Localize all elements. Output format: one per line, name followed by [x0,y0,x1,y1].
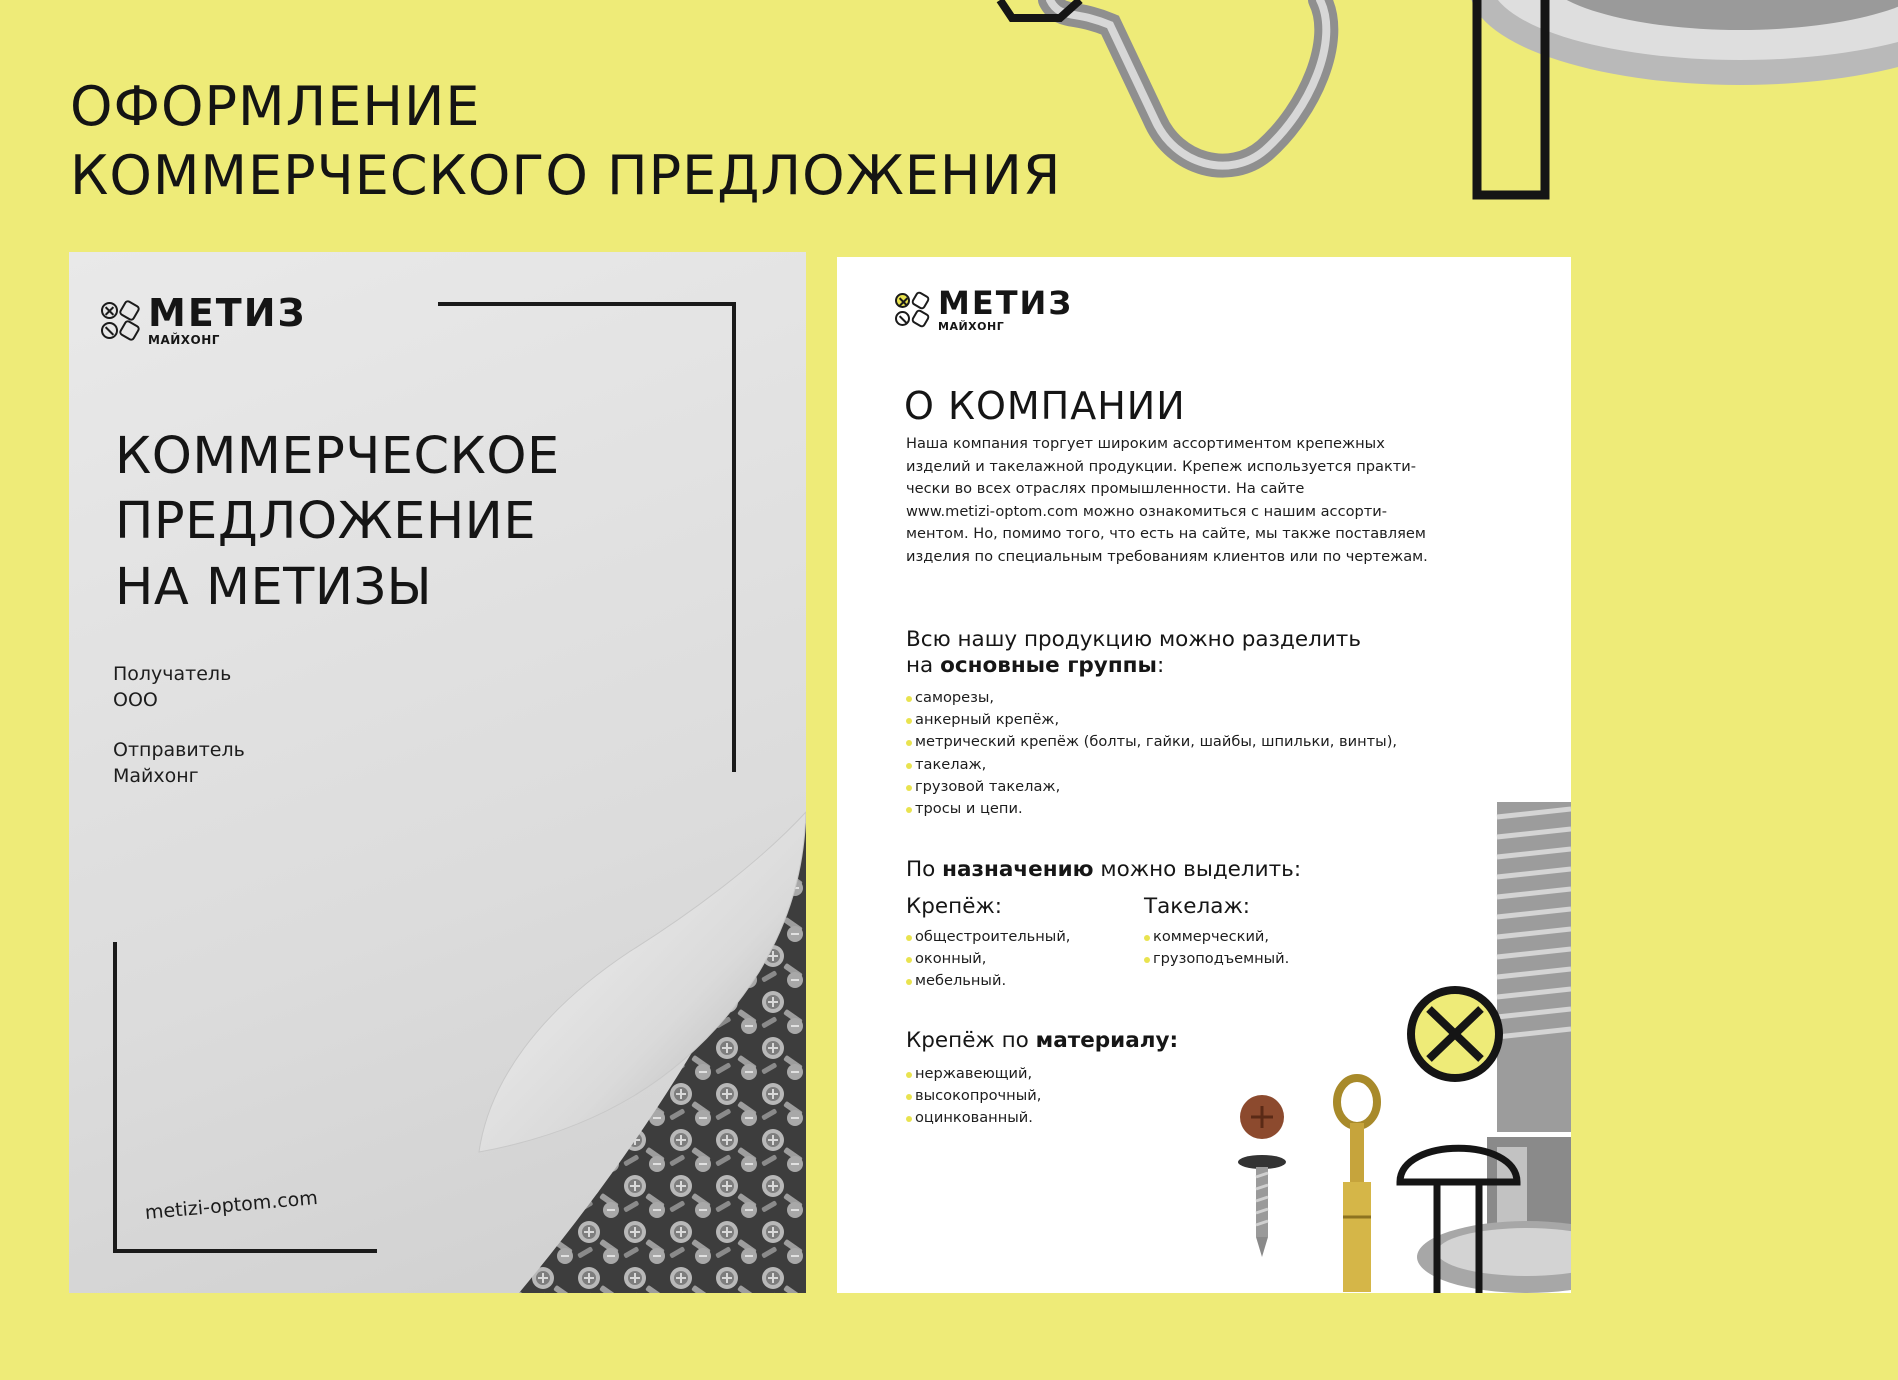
groups-list [906,687,1397,820]
paragraph-line: Наша компания торгует широким ассортиментом крепежных [906,435,1385,452]
logo-subtitle: МАЙХОНГ [938,320,1005,333]
list-item: оконный, [906,948,1070,970]
website-link[interactable]: metizi-optom.com [144,1186,319,1224]
fastener-heading: Крепёж: [906,894,1003,919]
logo-name: МЕТИЗ [148,291,307,335]
list-item: грузовой такелаж, [906,776,1397,798]
groups-heading-line: Всю нашу продукцию можно разделить [906,627,1361,652]
paragraph-line: изделия по специальным требованиям клиентов или по чертежам. [906,548,1428,566]
list-item: оцинкованный. [906,1107,1041,1129]
roofing-screw-image [1238,1095,1286,1257]
sender-value: Майхонг [113,764,199,787]
slotted-screw-icon [895,311,910,326]
cover-title-line: КОММЕРЧЕСКОЕ [115,427,560,486]
sender-block [113,738,245,789]
slotted-screw-icon [101,322,118,339]
about-logo [895,284,1074,333]
cover-title-line: ПРЕДЛОЖЕНИЕ [115,492,537,552]
material-heading [906,1028,1178,1054]
page-headline [70,72,1061,210]
logo-mark-icon [101,302,138,339]
recipient-block [113,662,231,713]
purpose-bold: назначению [942,857,1094,882]
about-title: О КОМПАНИИ [904,384,1186,428]
headline-line-2: КОММЕРЧЕСКОГО ПРЕДЛОЖЕНИЯ [70,144,1062,208]
list-item: коммерческий, [1144,926,1289,948]
groups-heading-bold: основные группы [940,652,1157,678]
material-prefix: Крепёж по [906,1028,1036,1053]
list-item: высокопрочный, [906,1085,1041,1107]
list-item: мебельный. [906,970,1070,992]
rigging-list [1144,926,1289,970]
screw-head-cross-icon [895,293,910,308]
cover-logo [101,291,307,347]
hex-nut-icon [910,290,930,310]
washer-image [1470,0,1898,85]
cover-page [69,252,806,1293]
cross-circle-icon [1411,990,1499,1078]
logo-name: МЕТИЗ [938,284,1074,322]
material-bold: материалу: [1035,1028,1179,1053]
logo-subtitle: МАЙХОНГ [148,333,220,347]
paragraph-line: www.metizi-optom.com можно ознакомиться с нашим ассорти- [906,502,1388,520]
screw-head-cross-icon [101,302,118,319]
groups-heading-prefix: на [906,652,941,678]
list-item: метрический крепёж (болты, гайки, шайбы, шпильки, винты), [906,731,1397,753]
sender-label: Отправитель [113,739,245,761]
material-list [906,1063,1041,1130]
about-paragraph [906,433,1466,569]
paragraph-line: ментом. Но, помимо того, что есть на сайте, мы также поставляем [906,525,1426,543]
recipient-label: Получатель [113,663,232,685]
groups-heading [906,627,1361,679]
cover-title [115,424,560,620]
cover-title-line: НА МЕТИЗЫ [115,557,433,617]
fastener-list [906,926,1070,993]
paragraph-line: чески во всех отраслях промышленности. На сайте [906,480,1305,498]
recipient-value: ООО [113,688,158,711]
list-item: саморезы, [906,687,1397,709]
list-item: тросы и цепи. [906,798,1397,820]
headline-line-1: ОФОРМЛЕНИЕ [70,75,481,138]
purpose-heading [906,857,1301,883]
paragraph-line: изделий и такелажной продукции. Крепеж используется практи- [906,457,1417,475]
groups-heading-suffix: : [1156,652,1165,678]
list-item: общестроительный, [906,926,1070,948]
list-item: нержавеющий, [906,1063,1041,1085]
hex-head-icon [910,308,930,328]
hex-nut-icon [118,298,141,321]
list-item: анкерный крепёж, [906,709,1397,731]
about-page [837,257,1571,1293]
list-item: грузоподъемный. [1144,948,1289,970]
eye-bolt-anchor-image [1337,1078,1377,1292]
outline-bracket-icon [1477,0,1545,195]
logo-mark-icon [895,293,928,326]
list-item: такелаж, [906,754,1397,776]
hex-head-icon [118,318,141,341]
purpose-suffix: можно выделить: [1093,857,1302,882]
hook-image [1050,0,1326,166]
rigging-heading: Такелаж: [1144,894,1251,919]
purpose-prefix: По [906,857,943,882]
